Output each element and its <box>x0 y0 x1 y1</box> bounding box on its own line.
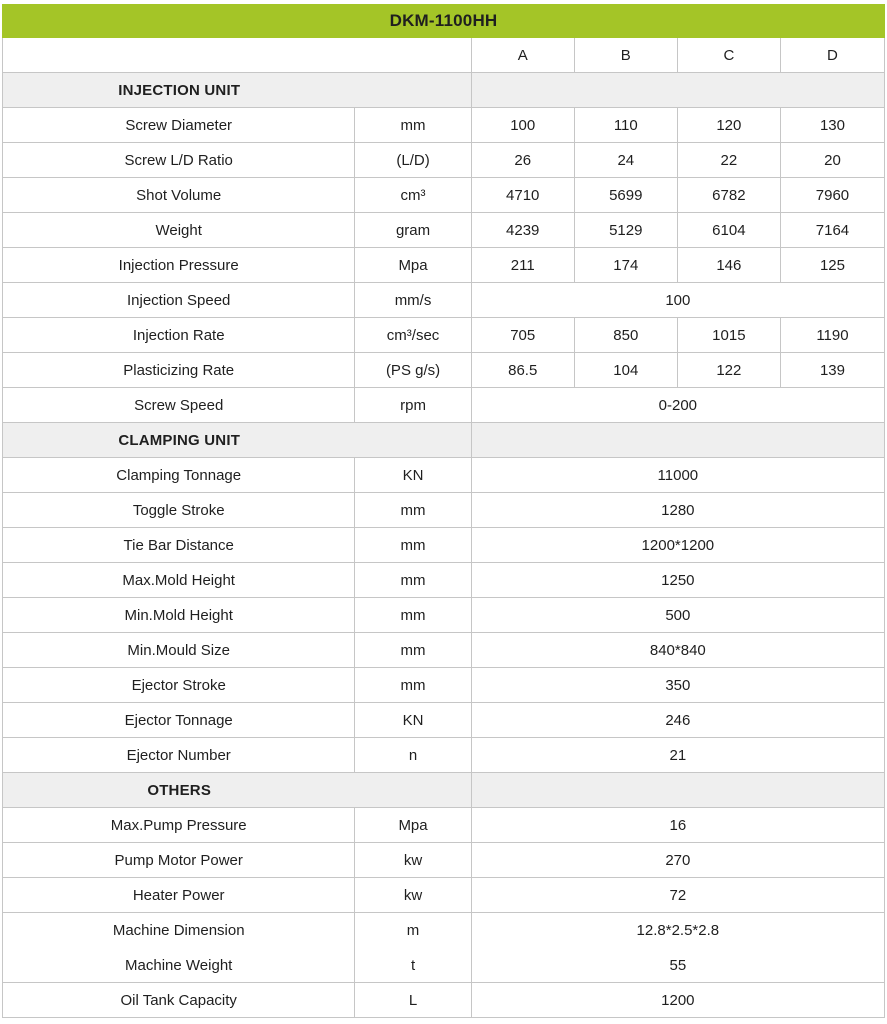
param-label: Tie Bar Distance <box>3 528 355 562</box>
section-title: CLAMPING UNIT <box>118 431 241 449</box>
param-value-span: 11000 <box>657 466 699 484</box>
spec-row-ejector-stroke <box>3 668 884 703</box>
param-label: Shot Volume <box>3 178 355 212</box>
param-value-d: 1190 <box>816 326 849 344</box>
param-label: Injection Rate <box>3 318 355 352</box>
spec-row-max-pump-pressure <box>3 808 884 843</box>
param-value-b: 850 <box>575 318 678 352</box>
param-value-b: 24 <box>575 143 678 177</box>
column-header-row <box>3 38 884 73</box>
spec-row-oil-tank-capacity <box>3 983 884 1018</box>
param-value-c: 1015 <box>678 318 781 352</box>
param-unit: mm <box>355 528 471 562</box>
param-value-a: 4239 <box>472 213 575 247</box>
param-unit: (L/D) <box>355 143 471 177</box>
param-value-d: 125 <box>819 256 845 274</box>
section-gap-cell <box>355 423 471 457</box>
param-unit: mm <box>355 563 471 597</box>
param-label: Plasticizing Rate <box>3 353 355 387</box>
param-value-span: 21 <box>669 746 687 764</box>
section-gap-cell <box>355 773 471 807</box>
spec-row-ejector-number <box>3 738 884 773</box>
param-value-span: 840*840 <box>649 641 706 659</box>
spec-row-weight <box>3 213 884 248</box>
param-label: Min.Mould Size <box>3 633 355 667</box>
spec-row-tie-bar-distance <box>3 528 884 563</box>
section-header-clamping-unit <box>3 423 884 458</box>
param-value-span: 1200*1200 <box>641 536 715 554</box>
param-label: Machine Weight <box>3 948 355 982</box>
spec-row-toggle-stroke <box>3 493 884 528</box>
spec-row-shot-volume <box>3 178 884 213</box>
column-header-a: A <box>472 38 575 72</box>
section-header-injection-unit <box>3 73 884 108</box>
column-header-b: B <box>575 38 678 72</box>
param-unit: KN <box>355 458 471 492</box>
spec-row-clamping-tonnage <box>3 458 884 493</box>
param-value-span: 12.8*2.5*2.8 <box>636 922 720 939</box>
spec-row-injection-pressure <box>3 248 884 283</box>
spec-row-heater-power <box>3 878 884 913</box>
section-title: INJECTION UNIT <box>118 81 241 99</box>
param-value-a: 100 <box>472 108 575 142</box>
param-value-span: 55 <box>669 956 687 974</box>
param-label: Heater Power <box>3 878 355 912</box>
section-empty-cell <box>472 423 884 457</box>
spec-row-min-mould-size <box>3 633 884 668</box>
param-unit: L <box>355 983 471 1017</box>
spec-row-screw-speed <box>3 388 884 423</box>
spec-row-pump-motor-power <box>3 843 884 878</box>
column-header-d: D <box>827 46 838 64</box>
param-unit: Mpa <box>355 808 471 842</box>
spec-row-screw-ld-ratio <box>3 143 884 178</box>
param-value-b: 174 <box>575 248 678 282</box>
param-value-a: 26 <box>472 143 575 177</box>
param-value-span: 100 <box>665 291 691 309</box>
param-label: Screw Diameter <box>3 108 355 142</box>
param-unit: mm <box>355 598 471 632</box>
param-label: Injection Pressure <box>3 248 355 282</box>
param-unit: mm/s <box>355 283 471 317</box>
param-value-d: 7960 <box>815 186 850 204</box>
param-value-c: 22 <box>678 143 781 177</box>
param-value-span: 246 <box>665 711 691 729</box>
param-label: Ejector Stroke <box>3 668 355 702</box>
section-title: OTHERS <box>147 781 212 799</box>
param-label: Max.Pump Pressure <box>3 808 355 842</box>
param-unit: kw <box>355 878 471 912</box>
param-value-span: 270 <box>665 851 691 869</box>
param-unit: Mpa <box>355 248 471 282</box>
section-header-others <box>3 773 884 808</box>
param-value-c: 122 <box>678 353 781 387</box>
param-label: Screw L/D Ratio <box>3 143 355 177</box>
header-empty-cell <box>3 38 472 72</box>
spec-row-injection-rate <box>3 318 884 353</box>
param-value-a: 211 <box>472 248 575 282</box>
param-unit: cm³/sec <box>355 318 471 352</box>
param-label: Max.Mold Height <box>3 563 355 597</box>
section-empty-cell <box>472 773 884 807</box>
param-value-span: 0-200 <box>658 396 698 414</box>
param-unit: KN <box>355 703 471 737</box>
section-empty-cell <box>472 73 884 107</box>
param-value-b: 5129 <box>575 213 678 247</box>
param-label: Injection Speed <box>3 283 355 317</box>
param-value-b: 104 <box>575 353 678 387</box>
param-unit: kw <box>355 843 471 877</box>
param-value-span: 500 <box>665 606 691 624</box>
spec-row-max-mold-height <box>3 563 884 598</box>
param-unit: (PS g/s) <box>355 353 471 387</box>
param-value-a: 4710 <box>472 178 575 212</box>
param-unit: mm <box>355 668 471 702</box>
param-label: Ejector Number <box>3 738 355 772</box>
param-label: Min.Mold Height <box>3 598 355 632</box>
param-value-c: 6782 <box>678 178 781 212</box>
param-value-b: 5699 <box>575 178 678 212</box>
spec-row-plasticizing-rate <box>3 353 884 388</box>
param-unit: cm³ <box>355 178 471 212</box>
param-unit: mm <box>355 108 471 142</box>
param-value-d: 139 <box>819 361 845 379</box>
spec-row-injection-speed <box>3 283 884 318</box>
section-gap-cell <box>355 73 471 107</box>
param-value-span: 1280 <box>661 501 695 519</box>
spec-row-ejector-tonnage <box>3 703 884 738</box>
param-value-d: 20 <box>824 151 841 169</box>
param-value-span: 350 <box>665 676 691 694</box>
model-title-bar <box>2 4 885 38</box>
spec-row-min-mold-height <box>3 598 884 633</box>
param-value-b: 110 <box>575 108 678 142</box>
column-header-c: C <box>678 38 781 72</box>
param-unit: mm <box>355 633 471 667</box>
param-unit: m <box>355 913 471 948</box>
param-value-c: 6104 <box>678 213 781 247</box>
param-value-span: 16 <box>669 816 687 834</box>
model-title: DKM-1100HH <box>389 11 498 30</box>
param-unit: t <box>355 948 471 982</box>
param-unit: gram <box>355 213 471 247</box>
param-label: Screw Speed <box>3 388 355 422</box>
param-value-d: 130 <box>819 116 845 134</box>
param-label: Machine Dimension <box>3 913 355 948</box>
spec-row-machine-weight <box>3 948 884 983</box>
param-label: Pump Motor Power <box>3 843 355 877</box>
param-value-c: 120 <box>678 108 781 142</box>
param-unit: rpm <box>355 388 471 422</box>
param-unit: n <box>355 738 471 772</box>
param-label: Clamping Tonnage <box>3 458 355 492</box>
param-value-a: 86.5 <box>472 353 575 387</box>
param-value-c: 146 <box>678 248 781 282</box>
param-label: Toggle Stroke <box>3 493 355 527</box>
param-label: Oil Tank Capacity <box>3 983 355 1017</box>
spec-table <box>2 38 885 1018</box>
param-value-span: 1200 <box>661 991 695 1009</box>
param-value-span: 1250 <box>661 571 695 589</box>
param-unit: mm <box>355 493 471 527</box>
param-value-span: 72 <box>669 886 687 904</box>
param-label: Ejector Tonnage <box>3 703 355 737</box>
spec-row-screw-diameter <box>3 108 884 143</box>
param-value-a: 705 <box>472 318 575 352</box>
spec-row-machine-dimension <box>3 913 884 948</box>
param-value-d: 7164 <box>815 221 850 239</box>
param-label: Weight <box>3 213 355 247</box>
